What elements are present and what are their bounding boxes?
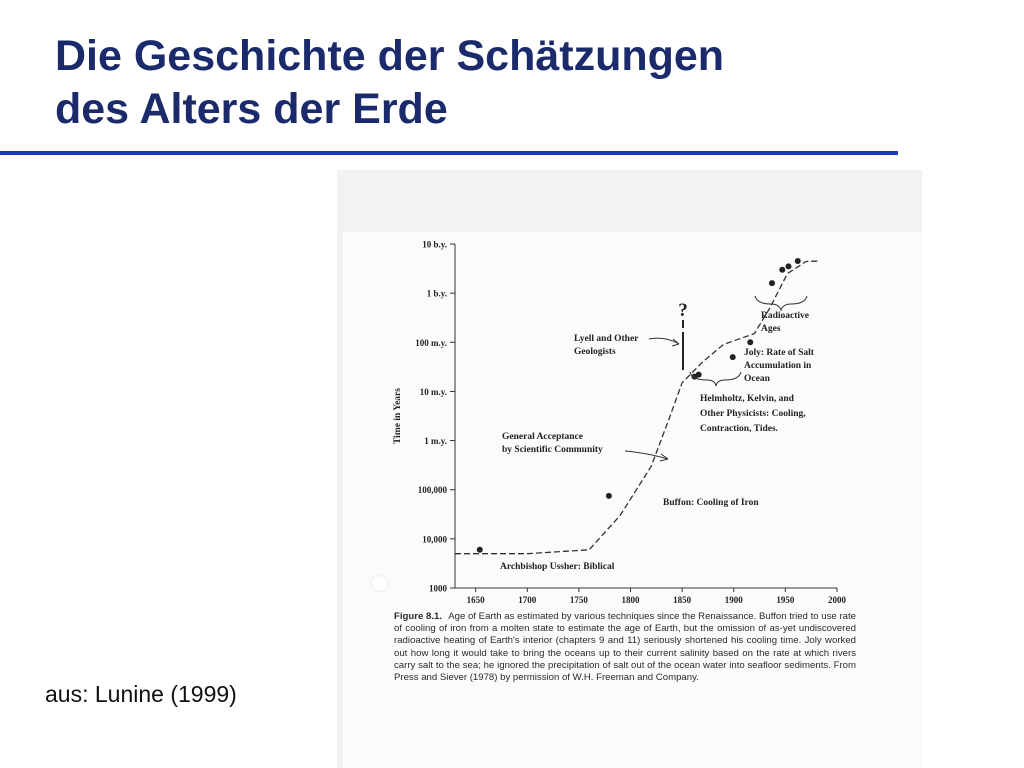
y-tick-label: 1000 [429, 583, 447, 594]
title-divider [0, 151, 898, 155]
estimate-point [477, 547, 483, 553]
title-line-1: Die Geschichte der Schätzungen [55, 32, 725, 80]
radioactive-brace [755, 296, 807, 310]
x-tick-label: 1900 [724, 595, 743, 605]
lyell-arrow [649, 338, 679, 344]
y-tick-label: 10,000 [422, 534, 447, 545]
estimate-point [779, 267, 785, 273]
slide-title [55, 30, 955, 136]
estimate-point [606, 493, 612, 499]
annotation-question: ? [678, 300, 688, 321]
title-line-2: des Alters der Erde [55, 85, 448, 133]
annotation-joly: Ocean [744, 374, 770, 384]
slide-bullet-dot [372, 576, 387, 591]
y-tick-label: 1 m.y. [424, 436, 447, 447]
annotation-acceptance: General Acceptance [502, 432, 583, 442]
figure-caption [394, 611, 856, 684]
estimate-point [785, 263, 791, 269]
x-tick-label: 1850 [673, 595, 692, 605]
y-tick-label: 10 m.y. [419, 386, 447, 397]
y-tick-label: 100,000 [417, 485, 447, 496]
estimate-point [730, 354, 736, 360]
estimate-point [795, 258, 801, 264]
y-tick-label: 1 b.y. [426, 288, 447, 299]
acceptance-curve [455, 261, 819, 554]
annotation-helmholtz: Contraction, Tides. [700, 424, 779, 434]
age-of-earth-chart [343, 232, 922, 612]
y-tick-label: 10 b.y. [422, 239, 447, 250]
estimate-point [769, 280, 775, 286]
annotation-helmholtz: Other Physicists: Cooling, [700, 409, 806, 419]
x-tick-label: 1650 [466, 595, 485, 605]
estimate-point [696, 372, 702, 378]
annotation-lyell: Geologists [574, 347, 616, 357]
x-tick-label: 1750 [569, 595, 588, 605]
annotation-ussher: Archbishop Ussher: Biblical [500, 562, 615, 572]
annotation-buffon: Buffon: Cooling of Iron [663, 498, 759, 508]
x-tick-label: 1950 [776, 595, 795, 605]
annotation-radioactive: Radioactive [761, 311, 810, 321]
source-note: aus: Lunine (1999) [45, 681, 237, 707]
annotation-radioactive: Ages [761, 324, 781, 334]
x-tick-label: 1700 [518, 595, 537, 605]
x-tick-label: 1800 [621, 595, 640, 605]
annotation-acceptance: by Scientific Community [502, 445, 603, 455]
annotation-helmholtz: Helmholtz, Kelvin, and [700, 394, 794, 404]
figure-label: Figure 8.1. [394, 611, 443, 622]
x-tick-label: 2000 [828, 595, 846, 605]
estimate-point [747, 339, 753, 345]
y-tick-label: 100 m.y. [415, 337, 447, 348]
annotation-joly: Joly: Rate of Salt [744, 348, 814, 358]
y-axis-title: Time in Years [393, 388, 403, 444]
annotation-joly: Accumulation in [744, 361, 812, 371]
caption-text: Age of Earth as estimated by various techniques since the Renaissance. Buffon tried to use rate of cooling of iron from a molten state to estimate the age of Earth, but the omission of as-yet undiscovered radioactive heating of Earth's interior (chapters 9 and 11) seriously shortened his cooling time. Joly worked out how long it would take to bring the oceans up to their current salinity based on the rate at which rivers carry salt to the sea; he ignored the precipitation of salt out of the ocean water into seafloor sediments. From Press and Siever (1978) by permission of W.H. Freeman and Company. [394, 611, 857, 684]
annotation-lyell: Lyell and Other [574, 334, 639, 344]
